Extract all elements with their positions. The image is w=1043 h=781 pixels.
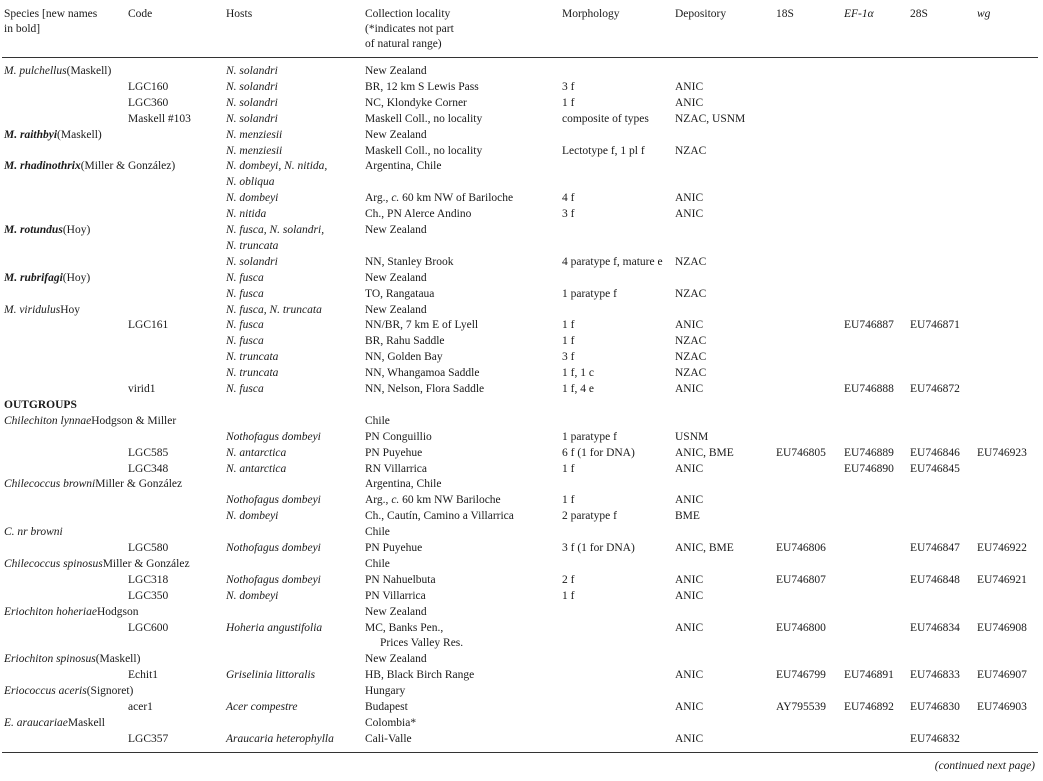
locality-cell: Chile xyxy=(365,414,390,427)
host-cell: N. truncata xyxy=(226,239,279,252)
table-row xyxy=(0,366,1043,382)
table-row xyxy=(0,175,1043,191)
morphology-cell: 4 f xyxy=(562,192,575,205)
table-row xyxy=(0,191,1043,207)
host-cell: N. truncata xyxy=(226,367,279,380)
table-row xyxy=(0,64,1043,80)
host-cell: N. solandri xyxy=(226,255,278,268)
code-cell: LGC348 xyxy=(128,462,169,475)
accession-18s-cell: AY795539 xyxy=(776,701,827,713)
depository-cell: ANIC xyxy=(675,573,704,586)
code-cell: Echit1 xyxy=(128,669,159,682)
locality-cell: Cali-Valle xyxy=(365,732,412,745)
depository-cell: BME xyxy=(675,510,700,523)
locality-cell: Arg., c. 60 km NW of Bariloche xyxy=(365,192,514,205)
locality-cell: New Zealand xyxy=(365,224,427,236)
depository-cell: ANIC, BME xyxy=(675,542,734,554)
accession-28s-cell: EU746833 xyxy=(910,669,960,682)
species-cell xyxy=(4,716,105,731)
table-row xyxy=(0,382,1043,398)
species-name: C. nr browni xyxy=(4,526,63,539)
morphology-cell: composite of types xyxy=(562,112,649,125)
host-cell: Acer compestre xyxy=(226,701,298,713)
table-row xyxy=(0,239,1043,255)
locality-cell: Maskell Coll., no locality xyxy=(365,112,483,125)
host-cell: N. antarctica xyxy=(226,446,287,459)
host-cell: N. dombeyi, N. nitida, xyxy=(226,160,328,173)
host-cell: N. nitida xyxy=(226,208,267,221)
locality-cell: PN Nahuelbuta xyxy=(365,573,436,586)
host-cell: N. solandri xyxy=(226,112,278,125)
species-authority: (Signoret) xyxy=(86,685,134,698)
locality-cell: NN, Nelson, Flora Saddle xyxy=(365,383,485,395)
depository-cell: NZAC, USNM xyxy=(675,112,746,125)
species-cell xyxy=(4,398,77,413)
accession-wg-cell: EU746903 xyxy=(977,701,1027,713)
locality-cell: Colombia* xyxy=(365,716,417,729)
table-row xyxy=(0,493,1043,509)
species-name: Eriochiton spinosus xyxy=(4,653,96,666)
depository-cell: ANIC xyxy=(675,621,704,634)
species-cell xyxy=(4,477,182,492)
accession-wg-cell: EU746907 xyxy=(977,669,1027,682)
locality-cell: NN, Stanley Brook xyxy=(365,255,454,268)
code-cell: acer1 xyxy=(128,701,153,713)
locality-cell: BR, Rahu Saddle xyxy=(365,335,445,348)
species-cell xyxy=(4,525,63,540)
species-authority: Hodgson & Miller xyxy=(91,414,177,427)
header-18s: 18S xyxy=(776,8,794,20)
host-cell: N. fusca xyxy=(226,287,264,300)
accession-ef1a-cell: EU746890 xyxy=(844,462,894,475)
table-row xyxy=(0,589,1043,605)
table-row xyxy=(0,541,1043,557)
species-authority: (Hoy) xyxy=(62,224,91,236)
accession-18s-cell: EU746799 xyxy=(776,669,826,682)
morphology-cell: 1 paratype f xyxy=(562,430,617,443)
table-row xyxy=(0,621,1043,637)
locality-cell: Ch., PN Alerce Andino xyxy=(365,208,472,221)
species-name: M. raithbyi xyxy=(4,128,58,141)
locality-cell: PN Villarrica xyxy=(365,589,426,602)
code-cell: LGC585 xyxy=(128,446,169,459)
morphology-cell: 3 f xyxy=(562,80,575,93)
header-ef1a: EF-1α xyxy=(844,8,874,20)
host-cell: N. dombeyi xyxy=(226,589,279,602)
header-depository: Depository xyxy=(675,8,727,20)
species-authority: Maskell xyxy=(67,716,105,729)
morphology-cell: 1 paratype f xyxy=(562,287,617,300)
species-cell xyxy=(4,64,111,79)
accession-ef1a-cell: EU746888 xyxy=(844,383,894,395)
locality-cell: NN, Whangamoa Saddle xyxy=(365,367,480,380)
morphology-cell: Lectotype f, 1 pl f xyxy=(562,144,645,157)
species-authority: (Hoy) xyxy=(62,271,91,284)
locality-cell: New Zealand xyxy=(365,271,427,284)
species-name: M. pulchellus xyxy=(4,65,67,77)
table-row xyxy=(0,462,1043,478)
morphology-cell: 1 f xyxy=(562,589,575,602)
table-row xyxy=(0,636,1043,652)
host-cell: N. solandri xyxy=(226,80,278,93)
depository-cell: ANIC xyxy=(675,192,704,205)
locality-cell: Chile xyxy=(365,526,390,539)
depository-cell: ANIC xyxy=(675,669,704,682)
species-cell xyxy=(4,223,90,238)
morphology-cell: 3 f (1 for DNA) xyxy=(562,542,635,554)
species-cell xyxy=(4,159,175,174)
host-cell: N. fusca xyxy=(226,319,264,332)
locality-cell: Ch., Cautín, Camino a Villarrica xyxy=(365,510,514,523)
depository-cell: ANIC xyxy=(675,732,704,745)
code-cell: LGC160 xyxy=(128,80,169,93)
accession-ef1a-cell: EU746891 xyxy=(844,669,894,682)
locality-cell: New Zealand xyxy=(365,65,427,77)
table-row xyxy=(0,287,1043,303)
accession-28s-cell: EU746830 xyxy=(910,701,960,713)
accession-wg-cell: EU746908 xyxy=(977,621,1027,634)
species-cell xyxy=(4,303,80,318)
header-28s: 28S xyxy=(910,8,928,20)
species-authority: (Maskell) xyxy=(57,128,102,141)
depository-cell: NZAC xyxy=(675,335,707,348)
locality-cell: Maskell Coll., no locality xyxy=(365,144,483,157)
depository-cell: ANIC xyxy=(675,319,704,332)
depository-cell: USNM xyxy=(675,430,709,443)
code-cell: LGC318 xyxy=(128,573,169,586)
morphology-cell: 1 f, 4 e xyxy=(562,383,594,395)
species-name: Eriochiton hoheriae xyxy=(4,605,97,618)
species-authority: (Miller & González) xyxy=(80,160,176,173)
locality-cell: Argentina, Chile xyxy=(365,478,442,491)
accession-wg-cell: EU746922 xyxy=(977,542,1027,554)
accession-18s-cell: EU746806 xyxy=(776,542,826,554)
code-cell: LGC360 xyxy=(128,96,169,109)
table-row xyxy=(0,350,1043,366)
code-cell: Maskell #103 xyxy=(128,112,191,125)
species-authority: Miller & González xyxy=(95,478,183,491)
host-cell: Hoheria angustifolia xyxy=(226,621,323,634)
depository-cell: NZAC xyxy=(675,144,707,157)
header-species: Species [new names in bold] xyxy=(4,8,98,35)
code-cell: LGC580 xyxy=(128,542,169,554)
morphology-cell: 6 f (1 for DNA) xyxy=(562,446,635,459)
table-row xyxy=(0,573,1043,589)
table-row xyxy=(0,732,1043,748)
locality-cell: Hungary xyxy=(365,685,406,698)
code-cell: virid1 xyxy=(128,383,156,395)
locality-cell: NN, Golden Bay xyxy=(365,351,443,364)
species-name: Eriococcus aceris xyxy=(4,685,87,698)
species-cell xyxy=(4,684,133,699)
host-cell: N. menziesii xyxy=(226,144,283,157)
morphology-cell: 4 paratype f, mature e xyxy=(562,255,663,268)
host-cell: N. solandri xyxy=(226,65,278,77)
code-cell: LGC161 xyxy=(128,319,169,332)
header-wg: wg xyxy=(977,8,991,20)
header-locality: Collection locality (*indicates not part of natural range) xyxy=(365,8,454,50)
species-authority: Miller & González xyxy=(102,557,190,570)
species-name: M. rotundus xyxy=(4,224,63,236)
table-row xyxy=(0,128,1043,144)
host-cell: N. dombeyi xyxy=(226,510,279,523)
species-name: Chilecoccus browni xyxy=(4,478,96,491)
table-row xyxy=(0,700,1043,716)
host-cell: Araucaria heterophylla xyxy=(226,732,334,745)
table-row xyxy=(0,334,1043,350)
host-cell: Nothofagus dombeyi xyxy=(226,494,321,507)
code-cell: LGC350 xyxy=(128,589,169,602)
depository-cell: ANIC xyxy=(675,462,704,475)
table-row xyxy=(0,716,1043,732)
table-row xyxy=(0,207,1043,223)
locality-cell: TO, Rangataua xyxy=(365,287,435,300)
table-row xyxy=(0,525,1043,541)
species-authority: Hoy xyxy=(60,303,81,316)
table-row xyxy=(0,112,1043,128)
locality-cell: New Zealand xyxy=(365,128,427,141)
accession-ef1a-cell: EU746892 xyxy=(844,701,894,713)
host-cell: Nothofagus dombeyi xyxy=(226,573,321,586)
accession-18s-cell: EU746800 xyxy=(776,621,826,634)
morphology-cell: 2 paratype f xyxy=(562,510,617,523)
species-cell xyxy=(4,557,190,572)
morphology-cell: 3 f xyxy=(562,208,575,221)
accession-28s-cell: EU746832 xyxy=(910,732,960,745)
table-row xyxy=(0,303,1043,319)
host-cell: N. fusca, N. truncata xyxy=(226,303,322,316)
depository-cell: ANIC, BME xyxy=(675,446,734,459)
host-cell: N. fusca xyxy=(226,271,264,284)
locality-cell: NC, Klondyke Corner xyxy=(365,96,467,109)
table-row xyxy=(0,159,1043,175)
morphology-cell: 1 f xyxy=(562,319,575,332)
species-authority: Hodgson xyxy=(96,605,139,618)
code-cell: LGC600 xyxy=(128,621,169,634)
table-row xyxy=(0,223,1043,239)
locality-cell: PN Puyehue xyxy=(365,446,423,459)
table-row xyxy=(0,684,1043,700)
header-morphology: Morphology xyxy=(562,8,620,20)
species-name: M. viridulus xyxy=(4,303,61,316)
accession-ef1a-cell: EU746887 xyxy=(844,319,894,332)
host-cell: N. antarctica xyxy=(226,462,287,475)
locality-cell: BR, 12 km S Lewis Pass xyxy=(365,80,479,93)
host-cell: N. solandri xyxy=(226,96,278,109)
species-name: Chilechiton lynnae xyxy=(4,414,92,427)
table-row xyxy=(0,557,1043,573)
table-row xyxy=(0,509,1043,525)
species-name: E. araucariae xyxy=(4,716,68,729)
species-cell xyxy=(4,605,138,620)
species-name: Chilecoccus spinosus xyxy=(4,557,103,570)
accession-28s-cell: EU746846 xyxy=(910,446,960,459)
locality-cell: RN Villarrica xyxy=(365,462,428,475)
depository-cell: NZAC xyxy=(675,367,707,380)
locality-cell: PN Conguillio xyxy=(365,430,432,443)
locality-cell: Budapest xyxy=(365,701,408,713)
locality-cell: Arg., c. 60 km NW Bariloche xyxy=(365,494,501,507)
table-row xyxy=(0,271,1043,287)
morphology-cell: 1 f, 1 c xyxy=(562,367,594,380)
host-cell: N. menziesii xyxy=(226,128,283,141)
accession-18s-cell: EU746807 xyxy=(776,573,826,586)
species-cell xyxy=(4,652,140,667)
depository-cell: ANIC xyxy=(675,701,704,713)
depository-cell: ANIC xyxy=(675,589,704,602)
depository-cell: NZAC xyxy=(675,255,707,268)
depository-cell: NZAC xyxy=(675,351,707,364)
species-cell xyxy=(4,414,176,429)
host-cell: Griselinia littoralis xyxy=(226,669,316,682)
locality-cell: PN Puyehue xyxy=(365,542,423,554)
table-row xyxy=(0,652,1043,668)
table-row xyxy=(0,605,1043,621)
accession-wg-cell: EU746923 xyxy=(977,446,1027,459)
accession-28s-cell: EU746871 xyxy=(910,319,960,332)
locality-cell: MC, Banks Pen., xyxy=(365,621,444,634)
morphology-cell: 1 f xyxy=(562,462,575,475)
host-cell: N. obliqua xyxy=(226,176,275,189)
species-cell xyxy=(4,271,90,286)
locality-cell: NN/BR, 7 km E of Lyell xyxy=(365,319,479,332)
species-name: M. rhadinothrix xyxy=(4,160,81,173)
table-row xyxy=(0,446,1043,462)
locality-cell: New Zealand xyxy=(365,303,427,316)
host-cell: N. truncata xyxy=(226,351,279,364)
accession-28s-cell: EU746847 xyxy=(910,542,960,554)
species-name: OUTGROUPS xyxy=(4,398,77,411)
header-rule xyxy=(2,57,1038,58)
table-row xyxy=(0,477,1043,493)
accession-wg-cell: EU746921 xyxy=(977,573,1027,586)
depository-cell: ANIC xyxy=(675,494,704,507)
host-cell: N. fusca xyxy=(226,335,264,348)
header-code: Code xyxy=(128,8,153,20)
depository-cell: NZAC xyxy=(675,287,707,300)
accession-ef1a-cell: EU746889 xyxy=(844,446,894,459)
locality-cell: Chile xyxy=(365,557,390,570)
host-cell: Nothofagus dombeyi xyxy=(226,430,321,443)
table-row xyxy=(0,430,1043,446)
morphology-cell: 2 f xyxy=(562,573,575,586)
header-hosts: Hosts xyxy=(226,8,253,20)
morphology-cell: 3 f xyxy=(562,351,575,364)
host-cell: N. fusca, N. solandri, xyxy=(226,224,325,236)
locality-cell: Argentina, Chile xyxy=(365,160,442,173)
host-cell: N. fusca xyxy=(226,383,264,395)
locality-cell: New Zealand xyxy=(365,653,427,666)
locality-cell: HB, Black Birch Range xyxy=(365,669,475,682)
table-row xyxy=(0,80,1043,96)
morphology-cell: 1 f xyxy=(562,96,575,109)
depository-cell: ANIC xyxy=(675,80,704,93)
code-cell: LGC357 xyxy=(128,732,169,745)
accession-28s-cell: EU746872 xyxy=(910,383,960,395)
species-authority: (Maskell) xyxy=(66,65,112,77)
table-row xyxy=(0,398,1043,414)
bottom-rule xyxy=(2,752,1038,753)
species-name: M. rubrifagi xyxy=(4,271,63,284)
host-cell: N. dombeyi xyxy=(226,192,279,205)
accession-28s-cell: EU746834 xyxy=(910,621,960,634)
depository-cell: ANIC xyxy=(675,383,704,395)
species-authority: (Maskell) xyxy=(95,653,141,666)
table-row xyxy=(0,318,1043,334)
depository-cell: ANIC xyxy=(675,96,704,109)
locality-cell: Prices Valley Res. xyxy=(380,637,464,650)
table-row xyxy=(0,96,1043,112)
continued-note: (continued next page) xyxy=(934,760,1035,772)
accession-28s-cell: EU746845 xyxy=(910,462,960,475)
table-row xyxy=(0,255,1043,271)
table-row xyxy=(0,144,1043,160)
species-cell xyxy=(4,128,102,143)
accession-28s-cell: EU746848 xyxy=(910,573,960,586)
host-cell: Nothofagus dombeyi xyxy=(226,542,321,554)
locality-cell: New Zealand xyxy=(365,605,427,618)
table-row xyxy=(0,414,1043,430)
table-row xyxy=(0,668,1043,684)
morphology-cell: 1 f xyxy=(562,335,575,348)
depository-cell: ANIC xyxy=(675,208,704,221)
morphology-cell: 1 f xyxy=(562,494,575,507)
accession-18s-cell: EU746805 xyxy=(776,446,826,459)
